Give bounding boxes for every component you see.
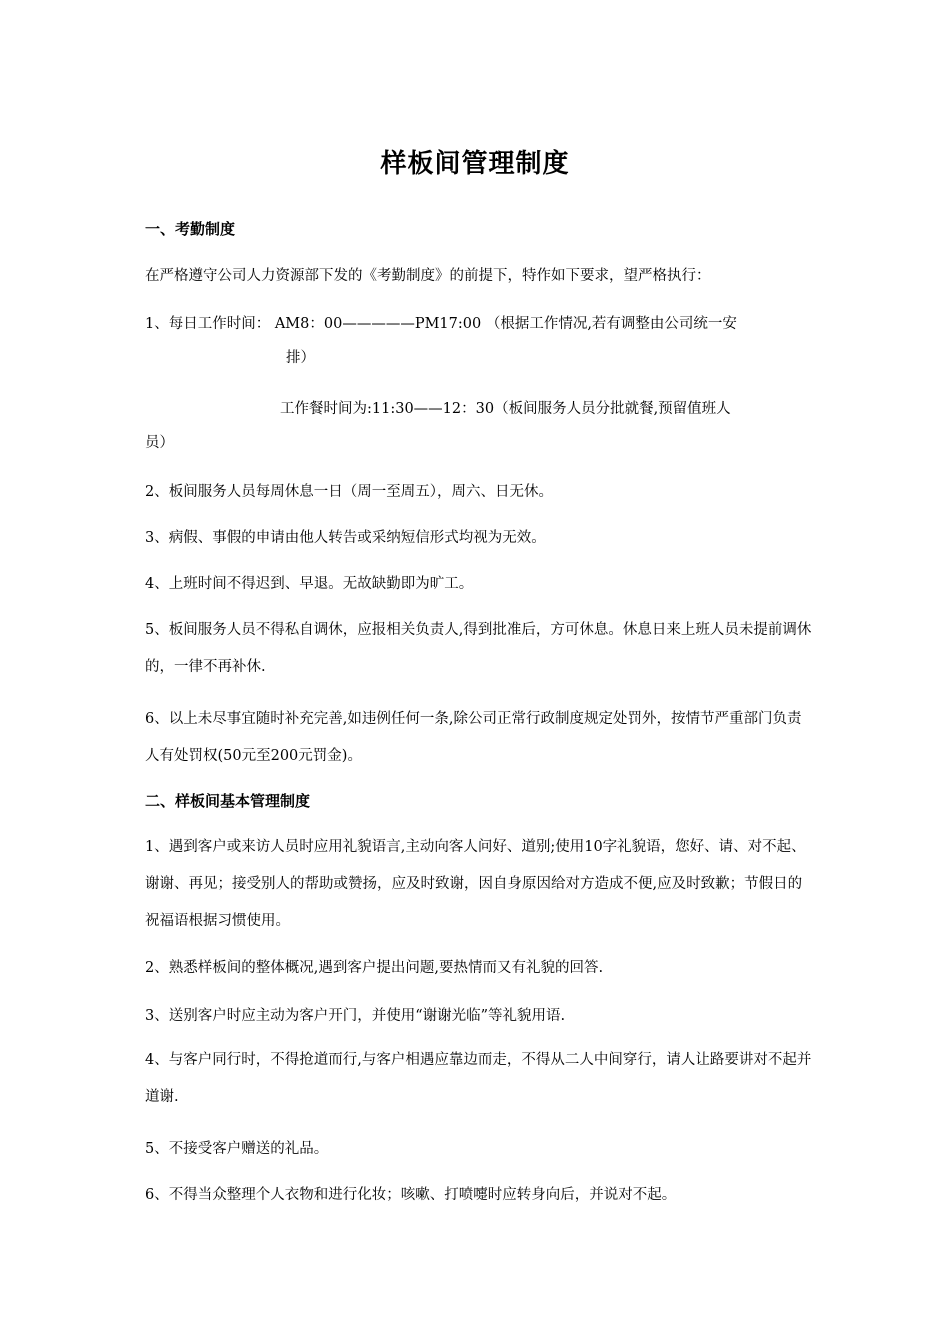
document-title: 样板间管理制度 — [380, 149, 570, 179]
section2-item2: 2、熟悉样板间的整体概况,遇到客户提出问题,要热情而又有礼貌的回答. — [145, 960, 604, 976]
section1-item2: 2、板间服务人员每周休息一日（周一至周五），周六、日无休。 — [145, 484, 553, 500]
section1-item4: 4、上班时间不得迟到、早退。无故缺勤即为旷工。 — [145, 576, 474, 592]
section2-item6: 6、不得当众整理个人衣物和进行化妆；咳嗽、打喷嚏时应转身向后，并说对不起。 — [145, 1187, 677, 1203]
section2-item1: 1、遇到客户或来访人员时应用礼貌语言,主动向客人问好、道别;使用10字礼貌语，您好、请、对不起、谢谢、再见；接受别人的帮助或赞扬，应及时致谢，因自身原因给对方造成不便,应及时致歉；节假日的祝福语根据习惯使用。 — [145, 839, 806, 929]
section1-item3: 3、病假、事假的申请由他人转告或采纳短信形式均视为无效。 — [145, 530, 546, 546]
section2-item3: 3、送别客户时应主动为客户开门，并使用“谢谢光临”等礼貌用语. — [145, 1008, 566, 1024]
section1-item6: 6、以上未尽事宜随时补充完善,如违例任何一条,除公司正常行政制度规定处罚外，按情节严重部门负责人有处罚权(50元至200元罚金)。 — [145, 711, 802, 764]
section2-item4: 4、与客户同行时，不得抢道而行,与客户相遇应靠边而走，不得从二人中间穿行，请人让路要讲对不起并道谢. — [145, 1052, 812, 1105]
section2-item5: 5、不接受客户赠送的礼品。 — [145, 1141, 329, 1157]
section-heading-attendance: 一、考勤制度 — [145, 220, 236, 238]
section1-intro: 在严格遵守公司人力资源部下发的《考勤制度》的前提下，特作如下要求，望严格执行： — [145, 268, 711, 284]
section1-item1-line4: 员） — [145, 435, 174, 451]
section1-item1-line2: 排） — [286, 350, 315, 366]
section1-item1-line1: 1、每日工作时间： AM8：00—————PM17:00 （根据工作情况,若有调整由公司统一安 — [145, 316, 737, 332]
section1-item5: 5、板间服务人员不得私自调休，应报相关负责人,得到批准后，方可休息。休息日来上班人员未提前调休的，一律不再补休. — [145, 622, 812, 675]
section-heading-basic-management: 二、样板间基本管理制度 — [145, 792, 311, 810]
section1-item1-line3: 工作餐时间为:11:30——12：30（板间服务人员分批就餐,预留值班人 — [280, 401, 731, 417]
